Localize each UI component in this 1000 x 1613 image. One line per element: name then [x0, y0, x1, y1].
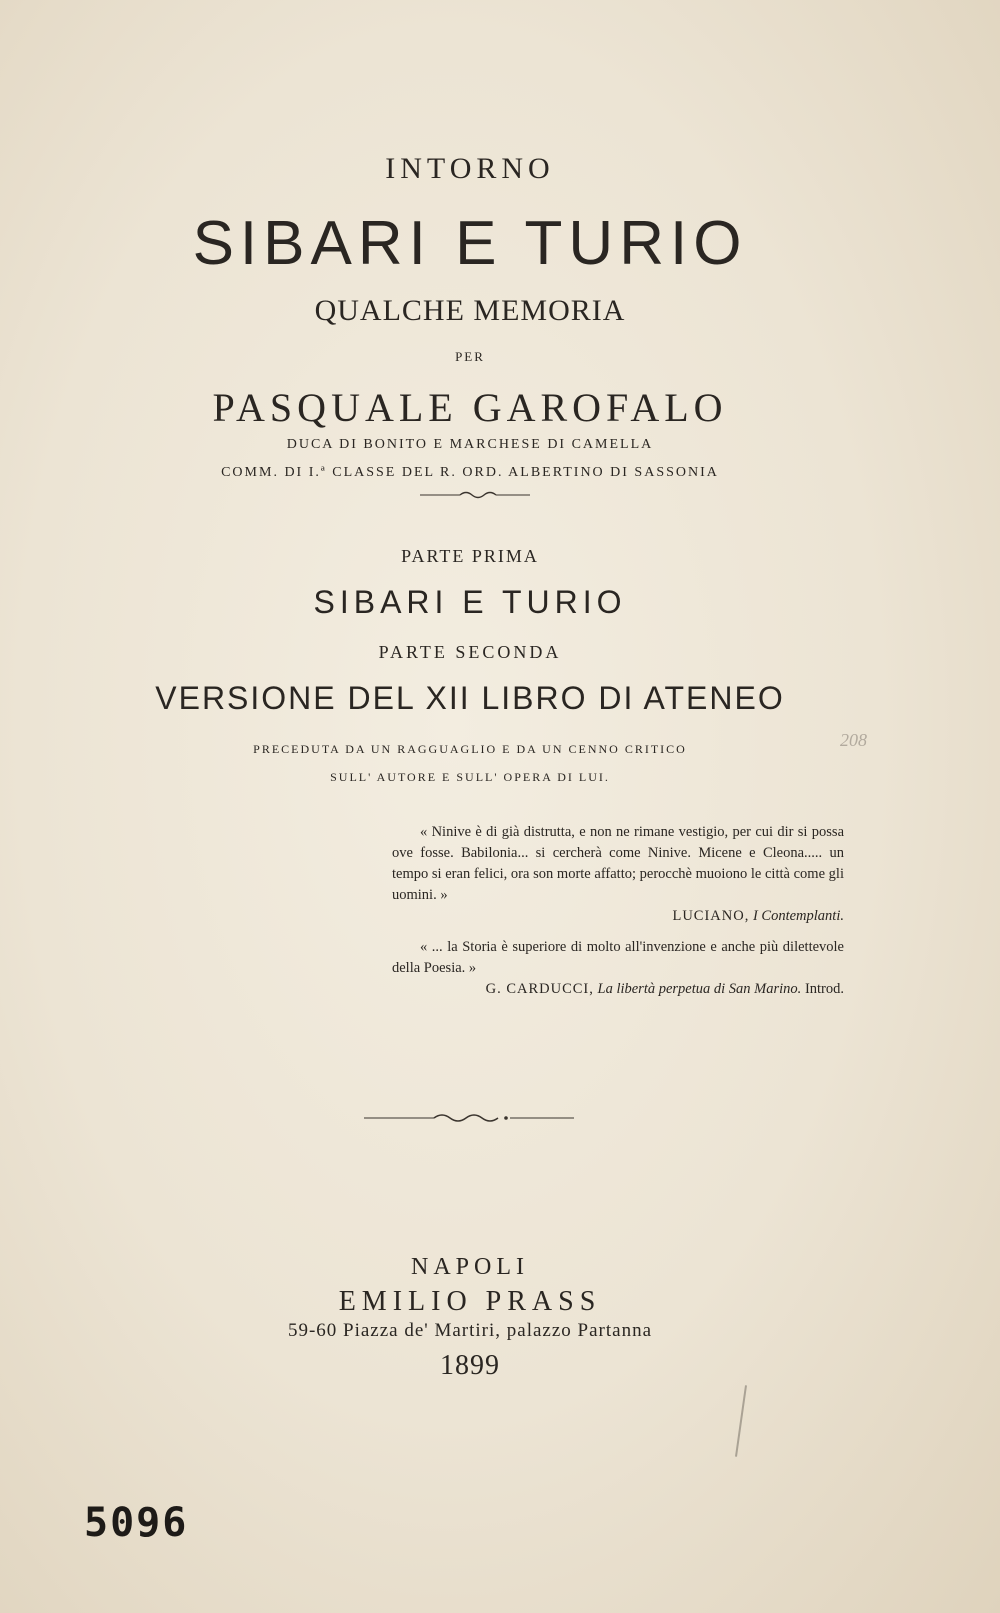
part-two-label: PARTE SECONDA — [378, 642, 562, 662]
part-one-title: SIBARI E TURIO — [313, 584, 627, 620]
author-title-1: DUCA DI BONITO E MARCHESE DI CAMELLA — [286, 437, 654, 452]
imprint-year: 1899 — [440, 1350, 500, 1381]
author-title-2: COMM. DI I.ª CLASSE DEL R. ORD. ALBERTINO DI SASSONIA — [221, 465, 719, 480]
imprint-city: NAPOLI — [411, 1254, 529, 1280]
pre-title: INTORNO — [385, 152, 555, 185]
epigraph-suffix: Introd. — [804, 981, 844, 997]
epigraph-author: LUCIANO, — [672, 908, 750, 924]
imprint-publisher: EMILIO PRASS — [338, 1286, 602, 1317]
main-title: SIBARI E TURIO — [192, 209, 748, 278]
epigraph-author: G. CARDUCCI, — [485, 981, 594, 997]
epigraphs — [392, 822, 844, 1000]
imprint-address: 59-60 Piazza de' Martiri, palazzo Partanna — [287, 1320, 653, 1341]
by-line: PER — [455, 349, 485, 364]
ornament-divider-icon — [364, 1111, 574, 1125]
ornament-divider-icon — [420, 489, 530, 501]
epigraph-work: I Contemplanti. — [752, 908, 844, 924]
epigraph-attribution — [392, 906, 844, 927]
subtitle: QUALCHE MEMORIA — [314, 294, 626, 327]
part-two-note-2: SULL' AUTORE E SULL' OPERA DI LUI. — [330, 770, 610, 784]
part-two-note-1: PRECEDUTA DA UN RAGGUAGLIO E DA UN CENNO CRITICO — [253, 742, 687, 756]
part-one-label: PARTE PRIMA — [401, 546, 539, 566]
epigraph-text: « ... la Storia è superiore di molto all'invenzione e anche più dilettevole della Poesia. » — [392, 939, 844, 976]
pencil-mark — [735, 1385, 747, 1457]
epigraph-work: La libertà perpetua di San Marino. — [597, 981, 802, 997]
library-stamp: 5096 — [84, 1500, 189, 1546]
pencil-note: 208 — [840, 730, 867, 750]
part-two-title: VERSIONE DEL XII LIBRO DI ATENEO — [155, 680, 785, 716]
epigraph-text: « Ninive è di già distrutta, e non ne rimane vestigio, per cui dir si possa ove fosse. Babilonia... si cercherà come Ninive. Micene e Cleona..... un tempo si eran felici, ora son morte affatto; perocchè muoiono le città come gli uomini. » — [392, 824, 844, 903]
epigraph-attribution — [392, 979, 844, 1000]
author-name: PASQUALE GAROFALO — [212, 385, 728, 430]
